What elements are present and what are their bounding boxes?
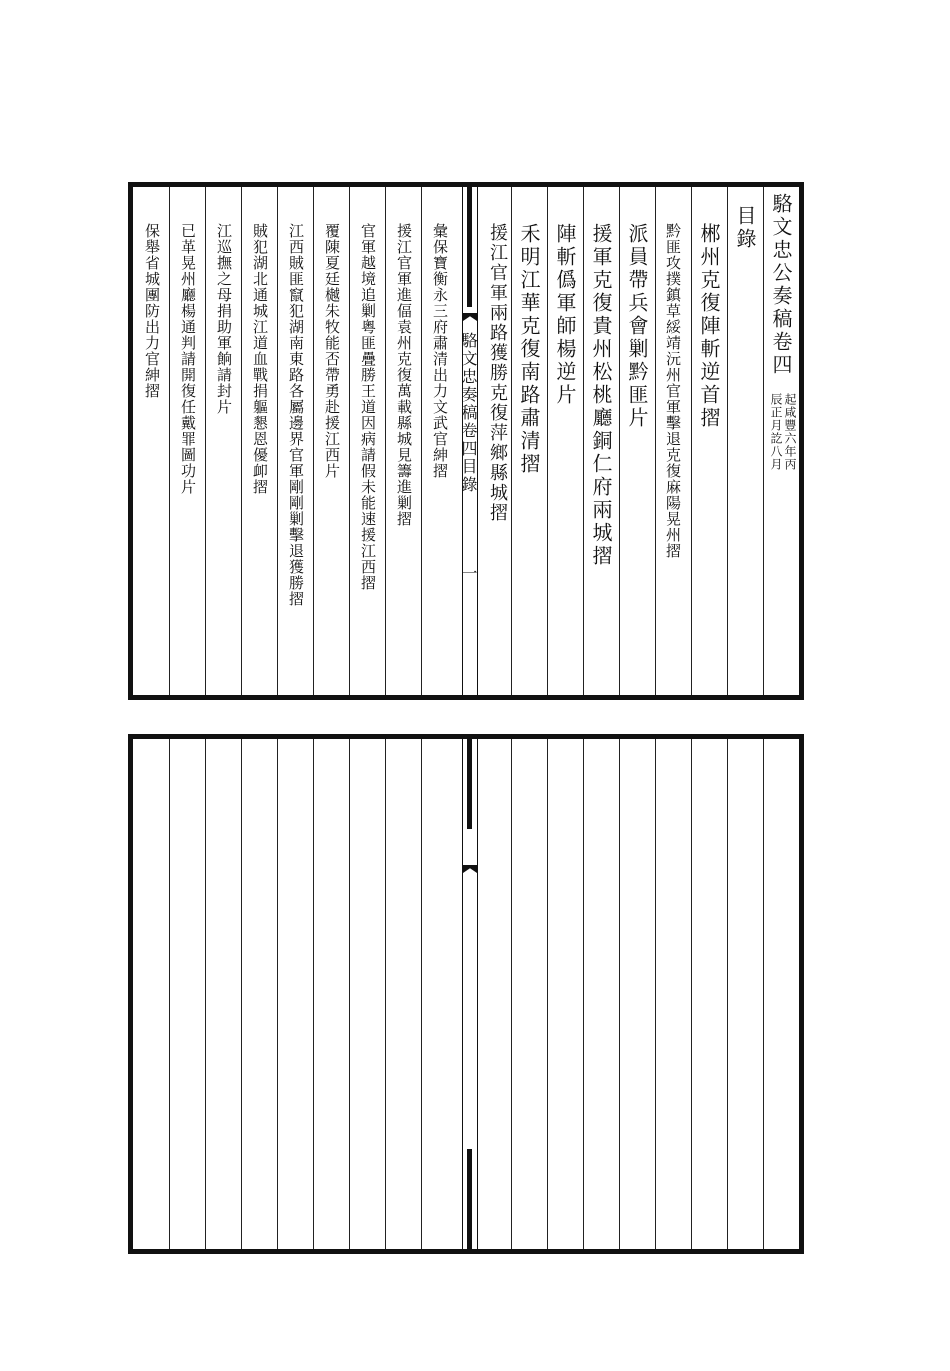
column-rule xyxy=(511,739,512,1249)
gutter-black-bar xyxy=(467,739,472,829)
column-rule xyxy=(583,739,584,1249)
toc-entry: 黔匪攻撲鎮草綏靖沅州官軍擊退克復麻陽晃州摺 xyxy=(664,223,682,559)
toc-entry: 保舉省城團防出力官紳摺 xyxy=(143,223,161,399)
fish-tail-mark xyxy=(463,865,477,873)
toc-entry: 陣斬僞軍師楊逆片 xyxy=(553,223,577,407)
toc-entry: 官軍越境追剿粵匪疊勝王道因病請假未能速援江西摺 xyxy=(359,223,377,591)
column-rule xyxy=(547,187,548,695)
toc-entry: 已革晃州廳楊通判請開復任戴罪圖功片 xyxy=(179,223,197,495)
column-rule xyxy=(619,187,620,695)
column-rule xyxy=(313,187,314,695)
column-rule xyxy=(655,739,656,1249)
column-rule xyxy=(169,187,170,695)
page-frame-top xyxy=(128,182,804,700)
column-rule xyxy=(205,187,206,695)
center-gutter xyxy=(462,739,478,1249)
toc-entry: 賊犯湖北通城江道血戰捐軀懇恩優卹摺 xyxy=(251,223,269,495)
column-rule xyxy=(241,187,242,695)
column-rule xyxy=(421,739,422,1249)
column-rule xyxy=(619,739,620,1249)
title-note-line-2: 辰正月訖八月 xyxy=(769,393,783,471)
column-rule xyxy=(385,187,386,695)
column-rule xyxy=(349,187,350,695)
column-rule xyxy=(763,187,764,695)
fish-tail-mark xyxy=(463,313,477,321)
toc-entry: 援江官軍兩路獲勝克復萍鄉縣城摺 xyxy=(487,223,508,523)
toc-entry: 援軍克復貴州松桃廳銅仁府兩城摺 xyxy=(589,223,613,568)
toc-entry: 禾明江華克復南路肅清摺 xyxy=(517,223,541,476)
column-rule xyxy=(547,739,548,1249)
toc-entry: 江西賊匪竄犯湖南東路各屬邊界官軍剛剛剿擊退獲勝摺 xyxy=(287,223,305,607)
column-rule xyxy=(277,187,278,695)
column-rule xyxy=(169,739,170,1249)
toc-entry: 派員帶兵會剿黔匪片 xyxy=(625,223,649,430)
column-rule xyxy=(385,739,386,1249)
gutter-page-number: 一 xyxy=(459,565,478,583)
page-frame-bottom xyxy=(128,734,804,1254)
column-rule xyxy=(691,187,692,695)
column-rule xyxy=(349,739,350,1249)
column-rule xyxy=(205,739,206,1249)
column-rule xyxy=(277,739,278,1249)
toc-entry: 援江官軍進偪袁州克復萬載縣城見籌進剿摺 xyxy=(395,223,413,527)
column-rule xyxy=(511,187,512,695)
toc-entry: 郴州克復陣斬逆首摺 xyxy=(697,223,721,430)
toc-entry: 江巡撫之母捐助軍餉請封片 xyxy=(215,223,233,415)
gutter-title: 駱文忠奏稿卷四目錄 xyxy=(459,332,478,494)
column-rule xyxy=(583,187,584,695)
gutter-black-bar xyxy=(467,1149,472,1249)
column-rule xyxy=(727,187,728,695)
column-rule xyxy=(655,187,656,695)
toc-entry: 覆陳夏廷樾朱牧能否帶勇赴援江西片 xyxy=(323,223,341,479)
title-note-line-1: 起咸豐六年丙 xyxy=(783,393,797,471)
column-rule xyxy=(421,187,422,695)
column-rule xyxy=(313,739,314,1249)
book-title: 駱文忠公奏稿卷四 xyxy=(769,193,793,377)
column-rule xyxy=(727,739,728,1249)
column-rule xyxy=(241,739,242,1249)
column-rule xyxy=(691,739,692,1249)
toc-entry: 彙保寶衡永三府肅清出力文武官紳摺 xyxy=(431,223,449,479)
section-heading: 目錄 xyxy=(733,205,757,251)
gutter-black-bar xyxy=(467,187,472,307)
column-rule xyxy=(763,739,764,1249)
